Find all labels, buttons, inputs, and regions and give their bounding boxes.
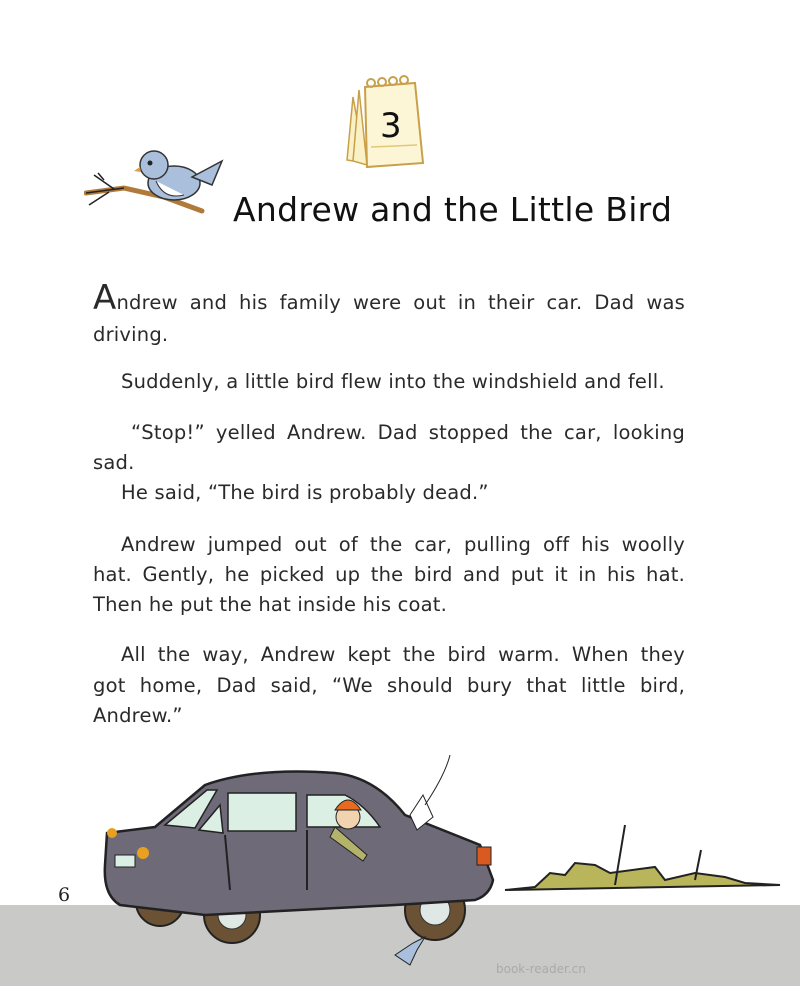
paragraph-2-line-1: Suddenly, a little bird flew into the windshield and fell. [121,370,665,393]
paragraph-1-line-2: driving. [93,323,169,346]
paragraph-3-line-1: “Stop!” yelled Andrew. Dad stopped the car, looking [131,421,685,444]
paragraph-5-line-3: Andrew.” [93,704,183,727]
paragraph-3-line-3: He said, “The bird is probably dead.” [121,481,489,504]
paragraph-5-line-1: All the way, Andrew kept the bird warm. When they [121,643,685,666]
paragraph-4-line-1: Andrew jumped out of the car, pulling off his woolly [121,533,685,556]
paragraph-3-line-2: sad. [93,451,135,474]
chapter-title: Andrew and the Little Bird [233,190,673,229]
chapter-number: 3 [380,106,402,146]
paragraph-5-line-2: got home, Dad said, “We should bury that little bird, [93,674,685,697]
car-illustration [95,755,795,970]
watermark: book-reader.cn [496,962,586,976]
paragraph-4-line-3: Then he put the hat inside his coat. [93,593,448,616]
bird-on-branch-illustration [84,145,229,220]
paragraph-4-line-2: hat. Gently, he picked up the bird and put it in his hat. [93,563,685,586]
line-text: ndrew and his family were out in their car. Dad was [116,291,685,314]
page-number: 6 [58,884,71,906]
initial-capital: A [93,278,117,318]
paragraph-1-line-1 [93,278,685,318]
